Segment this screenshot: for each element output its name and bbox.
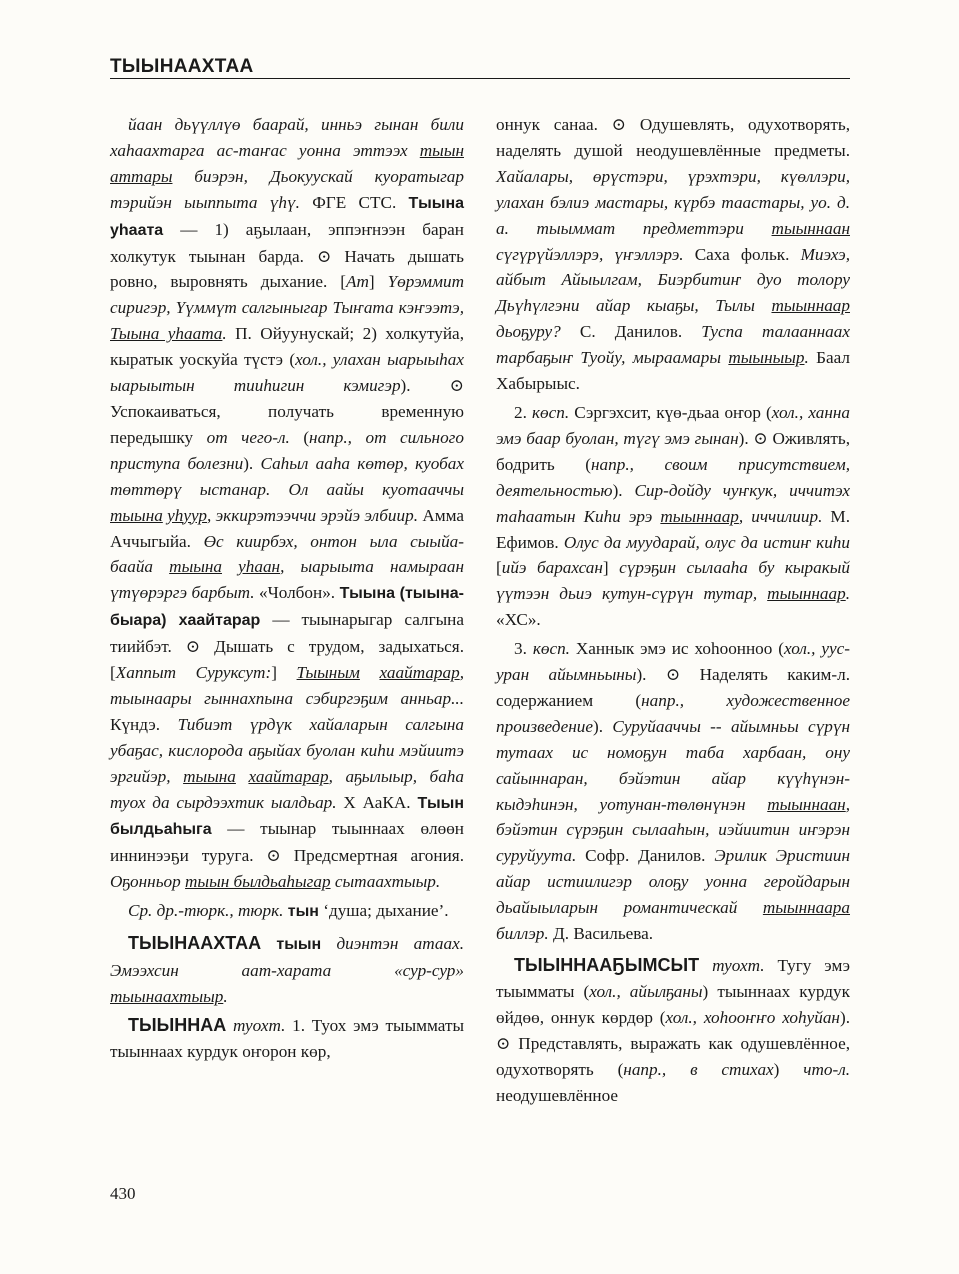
- text-run: , бэйэтин сүрэҕин сылааһын, иэйиитин иҥэрэн суруйуута.: [496, 794, 850, 866]
- text-run: биэрэн, Дьокуускай куоратыгар тэрийэн ыыппыта үһү.: [110, 166, 464, 212]
- paragraph: [110, 112, 464, 895]
- text-run: тыын былдьаһыгар: [185, 872, 331, 892]
- text-run: ). ⊙ Оживлять, бодрить (: [496, 428, 850, 474]
- text-run: .: [845, 584, 850, 604]
- text-run: Саһыл ааһа көтөр, куобах төттөрү ыстанар. Ол аайы куотааччы: [110, 453, 464, 499]
- paragraph: [496, 636, 850, 947]
- phrase: Тыына (тыына-быара) хаайтарар: [110, 585, 464, 630]
- text-run: Д. Васильева.: [548, 924, 654, 944]
- text-run: ).: [593, 716, 613, 736]
- text-run: С. Данилов.: [560, 322, 702, 342]
- headword: ТЫЫНААХТАА: [128, 933, 262, 954]
- text-run: Ат: [346, 272, 369, 292]
- text-run: тыыннаан: [771, 218, 850, 238]
- text-run: көсп.: [532, 639, 570, 659]
- text-run: что-л.: [803, 1059, 851, 1079]
- text-run: уһаан: [238, 557, 281, 577]
- text-run: Софр. Данилов.: [576, 846, 715, 866]
- text-run: ФГЕ СТС.: [299, 192, 409, 212]
- paragraph: [110, 931, 464, 1010]
- text-run: ‘душа; дыхание’.: [318, 901, 449, 921]
- text-run: [261, 934, 276, 953]
- phrase: тын: [287, 903, 319, 921]
- text-run: ). ⊙ Наделять каким-л. содержанием (: [496, 665, 850, 710]
- text-run: Ср. др.-тюрк., тюрк.: [128, 901, 284, 921]
- text-run: [222, 557, 238, 576]
- text-run: [699, 956, 712, 975]
- text-run: напр., в стихах: [623, 1059, 774, 1079]
- text-run: Баал Хабырыыс.: [496, 348, 850, 394]
- text-run: тыына: [169, 557, 222, 577]
- text-run: 2.: [514, 402, 533, 422]
- paragraph: [496, 400, 850, 633]
- text-run: ]: [368, 272, 388, 292]
- text-run: напр., художественное произведение: [496, 690, 850, 736]
- text-run: ) тыыннаах курдук өйдөө, оннук көрдөр (: [496, 981, 850, 1027]
- text-run: Тыыным: [296, 663, 360, 683]
- text-run: от чего-л.: [206, 427, 290, 447]
- text-run: тыынаахтыыр: [110, 986, 224, 1006]
- paragraph: [110, 1013, 464, 1065]
- text-run: Х АаКА.: [336, 792, 418, 812]
- text-run: Туспа талааннаах тарбаҕыҥ Туойу, мыраамары: [496, 322, 850, 368]
- text-run: Тыына уһаата: [110, 324, 223, 344]
- text-run: (: [289, 427, 310, 447]
- text-run: напр., своим присутствием, деятельностью: [496, 454, 850, 500]
- text-run: 1. Туох эмэ тыымматы тыыннаах курдук оҥорон көр,: [110, 1015, 465, 1061]
- phrase: тыын: [276, 936, 322, 954]
- text-run: сүрэҕин сылааһа бу кыракый үүтээн дьиэ кутун-сүрүн тутар,: [496, 558, 850, 604]
- text-run: М. Ефимов.: [496, 506, 850, 552]
- text-run: диэнтэн атаах. Эмээхсин аат-харата «сур-сур»: [110, 934, 464, 980]
- text-run: Суруйааччы -- айымньы сүрүн тутаах ис номоҕун таба харбаан, ону сайыннаран, бэйэтин айар күүһүнэн-кыдэһинэн, уотунан-төлөнүнэн: [496, 716, 850, 814]
- text-run: йаан дьүүллүө баарай, инньэ гынан били хаһаахтарга ас-таҥас уонна эттээх: [110, 115, 464, 160]
- text-run: Өс киирбэх, онтон ыла сыыйа-баайа: [110, 531, 464, 577]
- text-run: , ыарыыта намыраан үтүөрэргэ барбыт.: [110, 557, 464, 603]
- text-run: тыына: [183, 766, 236, 786]
- text-run: ]: [271, 663, 297, 683]
- text-run: [: [496, 558, 502, 578]
- text-run: тыыныыр: [728, 348, 805, 368]
- text-run: Ханнык эмэ ис хоһоонноо (: [569, 639, 785, 659]
- phrase: Тыына уһаата: [110, 194, 464, 239]
- text-run: ): [773, 1059, 804, 1079]
- paragraph: [496, 953, 850, 1108]
- text-run: Күндэ.: [110, 714, 178, 734]
- text-run: тыыннаар: [767, 584, 846, 604]
- header-rule: [110, 78, 850, 79]
- text-run: биллэр.: [496, 924, 549, 944]
- text-run: тыына: [110, 505, 163, 525]
- text-run: напр., от сильного приступа болезни: [110, 427, 464, 473]
- text-run: тыыннаан: [767, 794, 846, 814]
- headword: ТЫЫННАА: [128, 1014, 227, 1035]
- text-run: хаайтарар: [248, 766, 329, 786]
- text-run: П. Ойуунускай; 2) холкутуйа, кыратык уоскуйа түстэ (: [110, 324, 464, 370]
- text-run: хол., улахан ыарыыһах ыарыытын тииһигин кэмигэр: [110, 350, 464, 396]
- text-run: Олус да муударай, олус да истиҥ киһи: [563, 532, 850, 552]
- text-run: Тибиэт үрдүк хайаларын салгына убаҕас, кислорода аҕыйах буолан киһи мэйиитэ эргийэр,: [110, 714, 464, 786]
- text-run: туохт.: [712, 956, 765, 975]
- text-run: , эккирэтээччи эрэйэ элбиир.: [207, 505, 419, 525]
- text-run: ).: [612, 480, 635, 500]
- page-number: 430: [110, 1184, 136, 1203]
- text-run: — тыынарыгар салгына тиийбэт. ⊙ Дышать с трудом, задыхаться. [: [110, 610, 464, 683]
- text-run: ийэ барахсан: [501, 558, 603, 578]
- text-run: , иччилиир.: [738, 506, 823, 526]
- text-run: неодушевлённое: [496, 1085, 619, 1105]
- text-run: хол., хоһооҥҥо хоһуйан: [665, 1007, 840, 1027]
- text-run: хаайтарар: [379, 663, 460, 683]
- paragraph: [496, 112, 850, 397]
- text-run: «Чолбон».: [254, 583, 340, 603]
- text-run: — 1) аҕылаан, эппэҥнээн баран холкутук тыынан барда. ⊙ Начать дышать ровно, выровнять дыхание. [: [110, 219, 464, 292]
- text-run: көсп.: [532, 402, 570, 422]
- headword: ТЫЫННААҔЫМСЫТ: [514, 955, 700, 975]
- text-run: .: [222, 324, 227, 344]
- text-run: оннук санаа. ⊙ Одушевлять, одухотворять, наделять душой неодушевлённые предметы.: [496, 115, 850, 160]
- text-run: ).: [243, 453, 261, 473]
- text-run: тыыннаар: [660, 506, 739, 526]
- text-run: тыыннаар: [771, 296, 850, 316]
- text-run: Саха фольк.: [683, 244, 801, 264]
- phrase: Тыын былдьаһыга: [110, 794, 464, 839]
- text-run: ]: [602, 558, 620, 578]
- text-run: тыын: [419, 140, 464, 160]
- text-run: дьоҕуру?: [496, 322, 561, 342]
- text-run: «ХС».: [496, 610, 541, 630]
- text-run: сүгүрүйэллэрэ, үҥэллэрэ.: [496, 244, 684, 264]
- text-run: Хаппыт Суруксут:: [115, 663, 272, 683]
- text-run: .: [804, 348, 809, 368]
- text-run: аттары: [110, 166, 173, 186]
- text-run: 3.: [514, 639, 533, 659]
- text-run: Тугу эмэ тыымматы (: [496, 956, 851, 1001]
- paragraph: [110, 898, 464, 925]
- text-run: тыыннаара: [762, 898, 850, 918]
- running-head: ТЫЫНААХТАА: [110, 56, 254, 77]
- text-run: хол., айылҕаны: [589, 981, 703, 1001]
- text-run: Оҕонньор: [110, 872, 186, 892]
- left-column: [110, 112, 464, 1065]
- text-run: Хайалары, өрүстэри, үрэхтэри, күөллэри, улахан бэлиэ мастары, күрбэ таастары, уо. д. а. тыыммат предметтэри: [496, 166, 850, 238]
- text-run: Үөрэммит сиригэр, Үүммүт салгыныгар Тыҥата кэҥээтэ,: [110, 272, 464, 318]
- right-column: [496, 112, 850, 1108]
- text-run: ). ⊙ Представлять, выражать как одушевлённое, одухотворять (: [496, 1007, 850, 1079]
- text-run: сытаахтыыр.: [330, 872, 441, 892]
- text-run: , тыынаары гыннахпына сэбиргэҕим анньар...: [110, 663, 464, 708]
- text-run: хол., ханна эмэ баар буолан, түгү эмэ гынан: [496, 402, 851, 448]
- text-run: [226, 1016, 233, 1035]
- text-run: уһуур: [167, 505, 207, 525]
- text-run: Амма Аччыгыйа.: [110, 505, 464, 551]
- text-run: Сир-дойду чуҥкук, иччитэх таһаатын Киһи эрэ: [496, 480, 850, 526]
- text-run: .: [223, 986, 228, 1006]
- text-run: хол., уус-уран айымньыны: [496, 639, 850, 685]
- text-run: Эрилик Эристиин айар истиилигэр олоҕу уонна геройдарын дьайыыларын романтическай: [496, 846, 850, 918]
- text-run: , аҕылыыр, баһа туох да сырдээхтик ыалдьар.: [110, 766, 464, 812]
- text-run: [236, 767, 249, 786]
- text-run: Миэхэ, айбыт Айыылгам, Биэрбитиҥ дуо толору Дьүһүлгэни айар кыаҕы, Тылы: [496, 244, 850, 316]
- text-run: [360, 663, 380, 682]
- text-run: — тыынар тыыннаах өлөөн иннинээҕи туруга. ⊙ Предсмертная агония.: [110, 819, 464, 866]
- text-run: Сэргэхсит, күө-дьаа оҥор (: [569, 402, 772, 422]
- text-run: ). ⊙ Успокаиваться, получать временную передышку: [110, 376, 464, 447]
- text-run: туохт.: [233, 1015, 286, 1035]
